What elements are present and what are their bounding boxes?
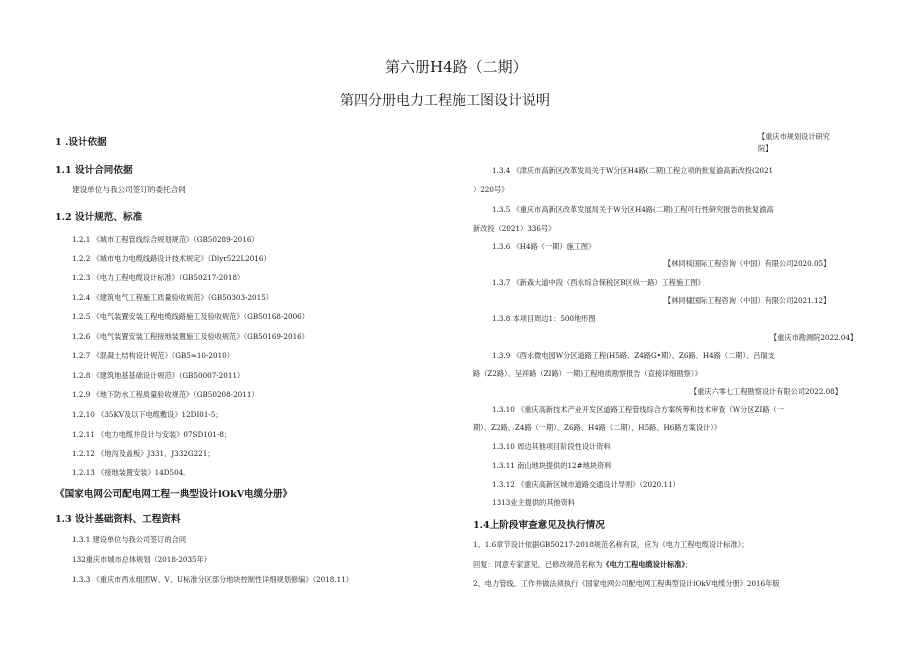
- review-reply-lead: 回复：同意专家意见，已修改规范名称为: [473, 560, 603, 569]
- review-reply-standard: 《电力工程电缆设计标准》: [602, 560, 686, 569]
- review-reply: [473, 561, 692, 568]
- basis-item: 1.3.5 《重庆市高新区改革发展局关于W分区H4路(二期)工程可行性研究报告的批复渝高: [492, 205, 774, 214]
- basis-item: 1313业主提供的其他资料: [492, 498, 575, 507]
- basis-item: 1.3.3 《重庆市西永组团W、V、U标准分区部分地块控制性详细规划修编》（2018.11）: [72, 575, 353, 584]
- basis-item: 1.3.12 《重庆高新区城市道路交通设计导则》（2020.11）: [492, 480, 680, 489]
- basis-item-cont: 新改投（2021）336号》: [473, 224, 556, 233]
- org-label: 院】: [758, 144, 773, 153]
- org-label: 【重庆市勘测院2022.04】: [770, 333, 858, 342]
- norm-item: 1.2.6 《电气装置安装工程接地装置施工及验收规范》（GB50169-2016）: [72, 332, 309, 341]
- basis-item: 1.3.10 周边其他项目阶段性设计资料: [492, 442, 611, 451]
- norm-item: 1.2.7 《混凝土结构设计规范》（GB5≈10-2010）: [72, 351, 234, 360]
- norm-item: 1.2.2 《城市电力电缆线路设计技术规定》（Dlyr522L2016）: [72, 254, 271, 263]
- basis-item: 132重庆市城市总体规划（2018-2035年）: [72, 555, 211, 564]
- org-label: 【林同棣国际工程咨询（中国）有限公司2021.12】: [664, 296, 831, 305]
- review-reply-end: ；: [685, 560, 693, 569]
- section-1-3-heading: 1.3 设计基础资料、工程资料: [55, 514, 181, 525]
- document-title: 第六册H4路（二期）: [385, 58, 528, 76]
- norm-item: 1.2.4 《建筑电气工程施工质量验收规范》（GB50303-2015）: [72, 293, 273, 302]
- basis-item: 1.3.6 《H4路（一期）施工图》: [492, 242, 596, 251]
- basis-item-cont: 路（Z2路）、呈祥路（ZI路）一期)工程地质勘察报告（直接详细勘察）》: [473, 369, 702, 378]
- typical-design-heading: 《国家电网公司配电网工程一典型设计lOkV电缆分册》: [55, 489, 293, 500]
- org-label: 【重庆六零七工程勘察设计有限公司2022.08】: [690, 387, 842, 396]
- org-label: 【林同棪国际工程咨询（中国）有限公司2020.05】: [664, 259, 831, 268]
- section-1-2-heading: 1.2 设计规范、标准: [55, 212, 143, 223]
- norm-item: 1.2.10 《35KV及以下电缆敷设》12DI01-5；: [72, 410, 223, 419]
- section-1-1-heading: 1.1 设计合同依据: [55, 165, 133, 176]
- norm-item: 1.2.8 《建筑地基基础设计规范》（GB50007-2011）: [72, 371, 245, 380]
- norm-item: 1.2.1 《城市工程管线综合规划规范》（GB50289-2016）: [72, 235, 259, 244]
- norm-item: 1.2.13 《接地装置安装》14D504。: [72, 468, 191, 477]
- basis-item: 1.3.4 《津庆市高新区改革发局关于W分区H4路(二期)工程立项的批复渝高新改投(2021: [492, 166, 774, 175]
- norm-item: 1.2.9 《地下防水工程质量验收规范》（GB50208-2011）: [72, 390, 259, 399]
- basis-item-cont: 期）、Z2路、Z4路（一期）、Z6路、H4路（二期）、H5路、H6路方案设计）》: [473, 423, 722, 432]
- basis-item: 1.3.11 南山地块提供的12#地块资料: [492, 461, 612, 470]
- basis-item: 1.3.10 《重庆高新技术产业开发区道路工程管线综合方案统筹和技术审查（W分区ZI路（一: [492, 405, 784, 414]
- norm-item: 1.2.11 《电力电缆井设计与安装》07SD101-8；: [72, 430, 232, 439]
- basis-item: 1.3.9 《西永微电园W分区道路工程(H5路、Z4路G•期）、Z6路、H4路（二期）、吕瑞支: [492, 351, 775, 360]
- section-1-heading: 1 .设计依据: [55, 137, 107, 148]
- section-1-4-heading: 1.4上阶段审查意见及执行情况: [473, 520, 605, 531]
- review-item: 2、电力管线、工作井做法须执行《国家电网公司配电网工程典型设计lOkV电缆分册》2016年版: [473, 579, 780, 588]
- basis-item-cont: ）220号》: [473, 185, 509, 194]
- norm-item: 1.2.3 《电力工程电缆设计标准》（GB50217-2018）: [72, 273, 245, 282]
- section-1-1-body: 建设单位与我公司签订的委托合同: [72, 185, 186, 194]
- basis-item: 1.3.1 建设单位与我公司签订的合同: [72, 535, 187, 544]
- basis-item: 1.3.7 《新森大道中段（西永综合保税区B区纵一路）工程施工图》: [492, 278, 705, 287]
- document-subtitle: 第四分册电力工程施工图设计说明: [340, 93, 550, 109]
- norm-item: 1.2.12 《地沟及盖板》J331、J332G221；: [72, 449, 215, 458]
- basis-item: 1.3.8 本项目周边1：500地形图: [492, 314, 596, 323]
- norm-item: 1.2.5 《电气装置安装工程电缆线路施工及验收规范》（GB50168-2006）: [72, 312, 309, 321]
- org-label: 【重庆市规划设计研究: [758, 132, 830, 141]
- review-item: 1、1.6章节设计依据GB50217-2018规范名称有误，应为《电力工程电缆设计标准》；: [473, 540, 749, 549]
